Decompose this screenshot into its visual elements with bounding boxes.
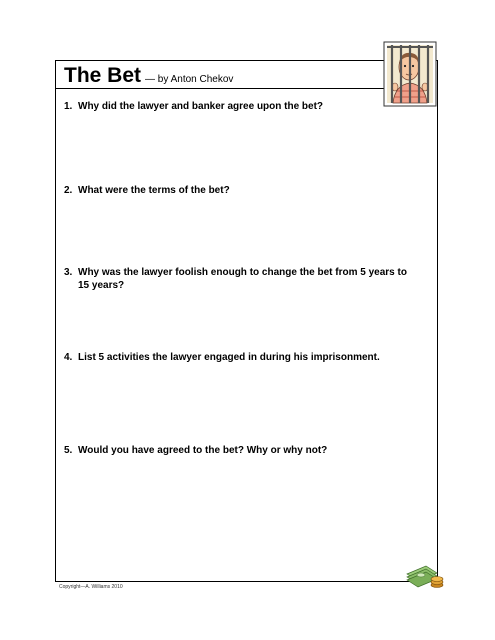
question-3 xyxy=(64,266,418,292)
question-number: 5. xyxy=(64,445,73,456)
question-number: 4. xyxy=(64,352,73,363)
question-text: Why was the lawyer foolish enough to change the bet from 5 years to 15 years? xyxy=(78,267,407,291)
question-number: 3. xyxy=(64,267,73,278)
question-text: Would you have agreed to the bet? Why or why not? xyxy=(78,445,328,456)
question-text: What were the terms of the bet? xyxy=(78,185,230,196)
header-rule xyxy=(55,88,385,89)
question-4 xyxy=(64,351,404,364)
title-text: The Bet xyxy=(64,64,142,87)
question-5 xyxy=(64,444,404,457)
prisoner-icon xyxy=(383,41,437,107)
question-1 xyxy=(64,100,404,113)
question-text: List 5 activities the lawyer engaged in during his imprisonment. xyxy=(78,352,380,363)
worksheet-frame xyxy=(55,60,438,582)
money-icon xyxy=(404,560,444,590)
copyright-text: Copyright—A. Williams 2010 xyxy=(59,584,123,590)
question-number: 2. xyxy=(64,185,73,196)
question-number: 1. xyxy=(64,101,73,112)
question-text: Why did the lawyer and banker agree upon the bet? xyxy=(78,101,324,112)
title-byline: — by Anton Chekov xyxy=(145,74,234,85)
worksheet-title xyxy=(64,64,233,88)
question-2 xyxy=(64,184,404,197)
